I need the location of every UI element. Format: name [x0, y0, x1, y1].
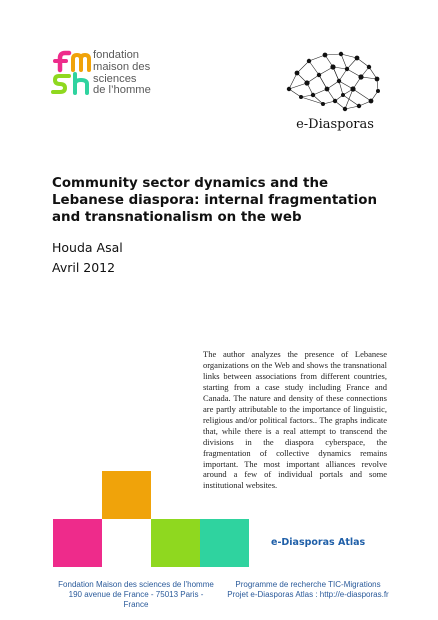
fmsh-logo — [50, 50, 96, 96]
footer-fmsh-address — [56, 580, 216, 610]
ediasporas-logo-text: e-Diasporas — [296, 117, 374, 132]
color-block-lime — [151, 519, 200, 567]
document-title: Community sector dynamics and the Lebanese diaspora: internal fragmentation and transnationalism on the web — [52, 176, 377, 225]
footer-left-line-2: 190 avenue de France - 75013 Paris - France — [68, 590, 204, 609]
footer-right-line-1: Programme de recherche TIC-Migrations — [235, 580, 381, 589]
color-block-teal — [200, 519, 249, 567]
publication-date: Avril 2012 — [52, 260, 116, 275]
fmsh-line-2: maison des — [93, 60, 151, 73]
author-name: Houda Asal — [52, 240, 123, 255]
footer-left-line-1: Fondation Maison des sciences de l’homme — [58, 580, 214, 589]
fmsh-line-4: de l’homme — [93, 84, 151, 97]
footer-project-info — [218, 580, 398, 600]
ediasporas-network-logo — [283, 49, 383, 114]
color-block-orange — [102, 471, 151, 519]
fmsh-name — [93, 50, 173, 97]
fmsh-line-3: sciences — [93, 72, 137, 85]
fmsh-line-1: fondation — [93, 49, 140, 61]
color-block-magenta — [53, 519, 102, 567]
abstract-text: The author analyzes the presence of Lebanese organizations on the Web and shows the transnational links between associations from different countries, starting from a case study including France and Canada. The nature and density of these connections are partly attributable to the importance of linguistic, religious and/or political factors.. The graphs indicate that, while there is a real attempt to transcend the divisions in the diaspora cyberspace, the fragmentation of collective dynamics remains important. The most important alliances revolve around a few of individual portals and some institutional websites. — [203, 349, 387, 491]
footer-right-line-2: Projet e-Diasporas Atlas : http://e-diasporas.fr — [227, 590, 389, 599]
atlas-label: e-Diasporas Atlas — [271, 537, 366, 548]
